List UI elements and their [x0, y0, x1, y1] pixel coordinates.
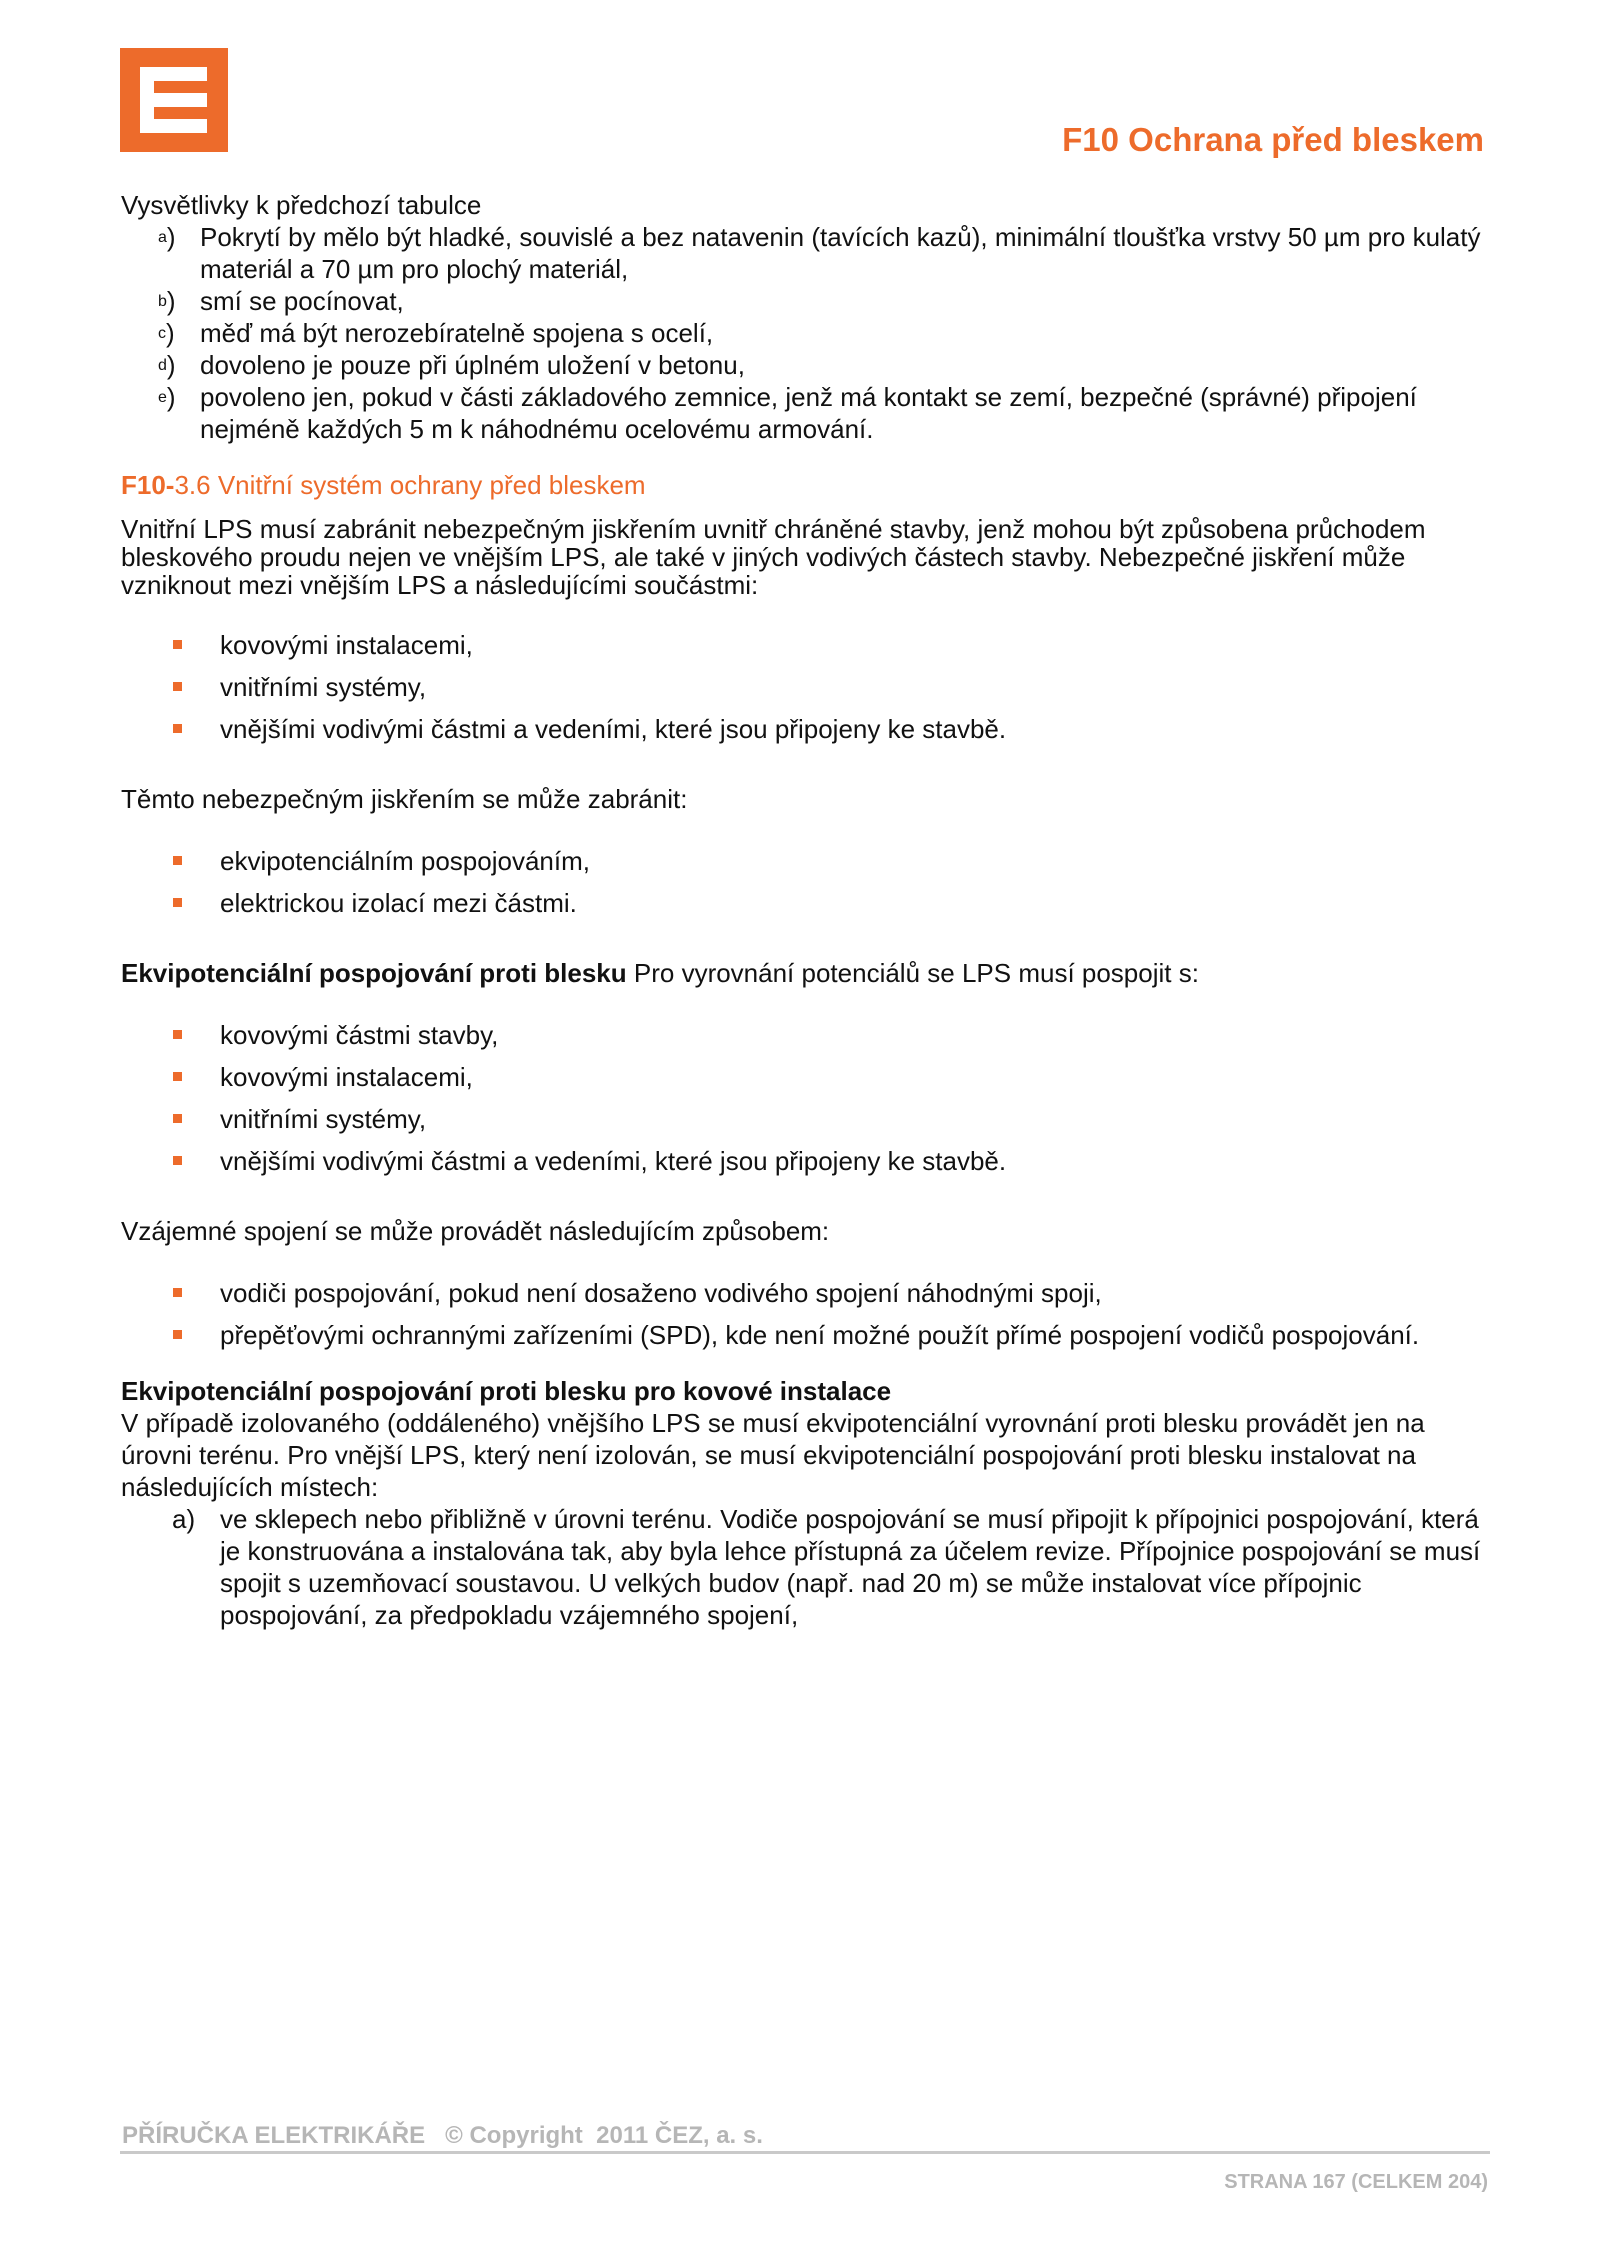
bullet-list — [121, 1277, 1491, 1351]
bullet-icon — [173, 1114, 182, 1123]
cez-logo-icon — [120, 48, 228, 152]
footer-divider — [120, 2151, 1490, 2154]
list-item: kovovými instalacemi, — [121, 1061, 1491, 1093]
list-item: vnějšími vodivými částmi a vedeními, které jsou připojeny ke stavbě. — [121, 713, 1491, 745]
legend-list — [121, 221, 1491, 445]
subsection-heading: Ekvipotenciální pospojování proti blesku pro kovové instalace — [121, 1376, 892, 1406]
paragraph: Ekvipotenciální pospojování proti blesku Pro vyrovnání potenciálů se LPS musí pospojit s: — [121, 958, 1199, 988]
bullet-icon — [173, 1072, 182, 1081]
list-item: ekvipotenciálním pospojováním, — [121, 845, 1491, 877]
bullet-icon — [173, 1156, 182, 1165]
legend-item: $^e$) povoleno jen, pokud v části základového zemnice, jenž má kontakt se zemí, bezpečné (správné) připojení nejméně každých 5 m k náhodnému ocelovému armování. — [158, 382, 1417, 444]
document-body — [121, 189, 1491, 1631]
page-title: F10 Ochrana před bleskem — [1062, 121, 1484, 158]
list-item: vnitřními systémy, — [121, 671, 1491, 703]
legend-item: $^d$) dovoleno je pouze při úplném uložení v betonu, — [158, 350, 745, 380]
intro-paragraph: Vnitřní LPS musí zabránit nebezpečným jiskřením uvnitř chráněné stavby, jenž mohou být způsobena průchodem bleskového proudu nejen ve vnějším LPS, ale také v jiných vodivých částech stavby. Nebezpečné jiskření může vzniknout mezi vnějším LPS a následujícími součástmi: — [121, 514, 1426, 600]
bullet-icon — [173, 898, 182, 907]
bullet-icon — [173, 1030, 182, 1039]
list-item: vodiči pospojování, pokud není dosaženo vodivého spojení náhodnými spoji, — [121, 1277, 1491, 1309]
list-item: vnějšími vodivými částmi a vedeními, které jsou připojeny ke stavbě. — [121, 1145, 1491, 1177]
bullet-icon — [173, 682, 182, 691]
list-item: a) ve sklepech nebo přibližně v úrovni terénu. Vodiče pospojování se musí připojit k přípojnici pospojování, která je konstruována a instalována tak, aby byla lehce přístupná za účelem revize. Přípojnice pospojování se musí spojit s uzemňovací soustavou. U velkých budov (např. nad 20 m) se může instalovat více přípojnic pospojování, za předpokladu vzájemného spojení, — [172, 1504, 1481, 1630]
legend-intro: Vysvětlivky k předchozí tabulce — [121, 190, 482, 220]
footer-page-number: STRANA 167 (CELKEM 204) — [1224, 2171, 1488, 2193]
bullet-list — [121, 629, 1491, 745]
bullet-icon — [173, 640, 182, 649]
footer-copyright: PŘÍRUČKA ELEKTRIKÁŘE © Copyright 2011 ČEZ, a. s. — [122, 2122, 763, 2149]
paragraph: Vzájemné spojení se může provádět následujícím způsobem: — [121, 1216, 830, 1246]
paragraph: V případě izolovaného (oddáleného) vnějšího LPS se musí ekvipotenciální vyrovnání proti blesku provádět jen na úrovni terénu. Pro vnější LPS, který není izolován, se musí ekvipotenciální pospojování proti blesku instalovat na následujících místech: — [121, 1408, 1425, 1502]
bullet-list — [121, 845, 1491, 919]
bullet-icon — [173, 856, 182, 865]
bullet-icon — [173, 1288, 182, 1297]
section-heading: F10-3.6 Vnitřní systém ochrany před bleskem — [121, 470, 646, 500]
list-item: vnitřními systémy, — [121, 1103, 1491, 1135]
list-item: kovovými částmi stavby, — [121, 1019, 1491, 1051]
list-item: přepěťovými ochrannými zařízeními (SPD), kde není možné použít přímé pospojení vodičů pospojování. — [121, 1319, 1491, 1351]
list-item: elektrickou izolací mezi částmi. — [121, 887, 1491, 919]
bullet-list — [121, 1019, 1491, 1177]
paragraph: Těmto nebezpečným jiskřením se může zabránit: — [121, 784, 688, 814]
bullet-icon — [173, 1330, 182, 1339]
list-item: kovovými instalacemi, — [121, 629, 1491, 661]
ordered-list — [121, 1503, 1491, 1631]
legend-item: $^a$) Pokrytí by mělo být hladké, souvislé a bez natavenin (tavících kazů), minimální tloušťka vrstvy 50 µm pro kulatý materiál a 70 µm pro plochý materiál, — [158, 222, 1481, 284]
legend-item: $^b$) smí se pocínovat, — [158, 286, 404, 316]
bullet-icon — [173, 724, 182, 733]
legend-item: $^c$) měď má být nerozebíratelně spojena s ocelí, — [158, 318, 714, 348]
